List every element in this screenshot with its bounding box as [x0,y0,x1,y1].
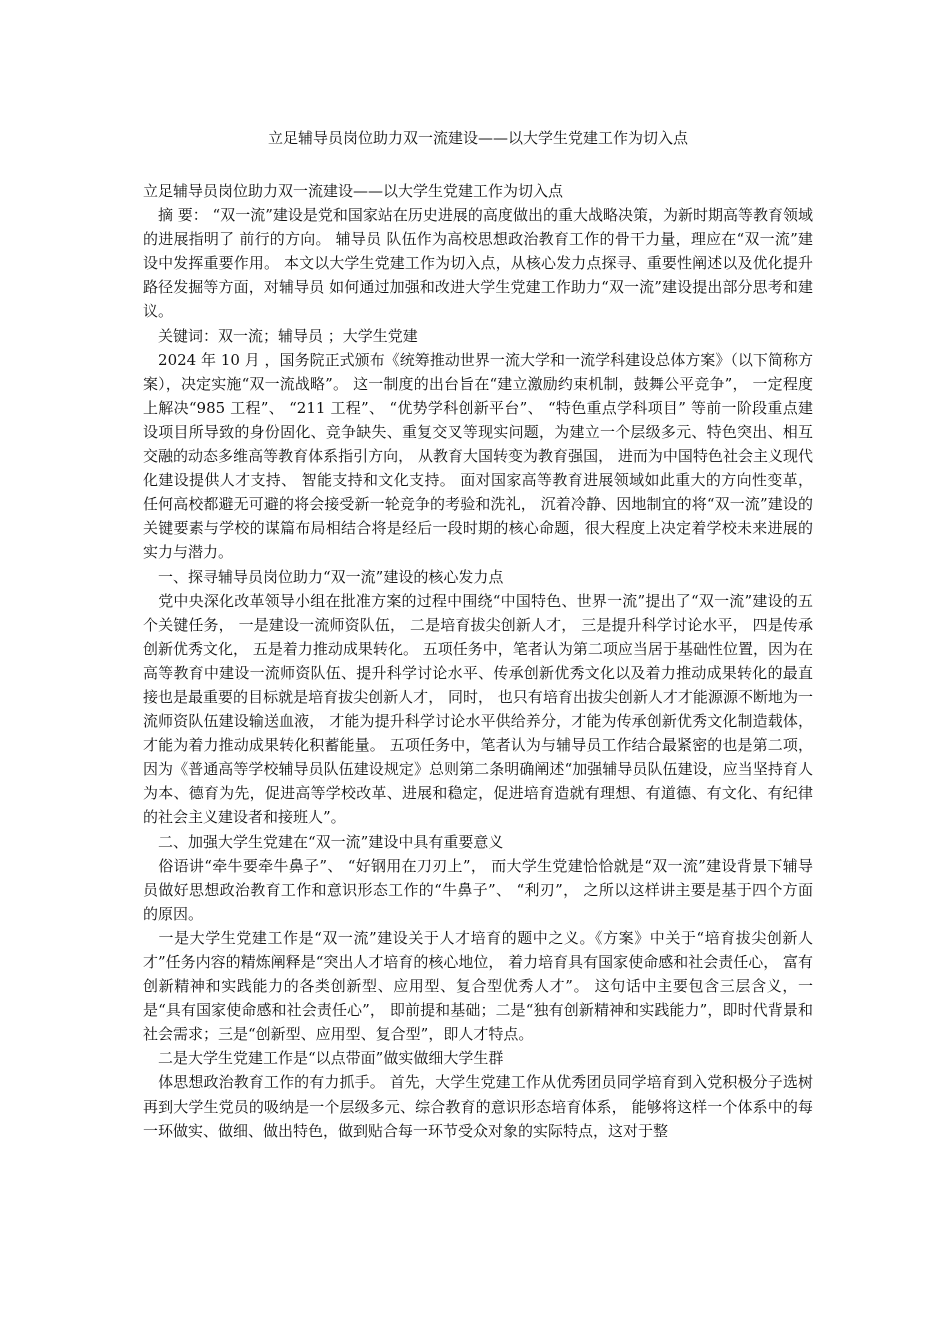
keywords-line: 关键词：双一流；辅导员 ；大学生党建 [143,326,418,345]
body-paragraph: 体思想政治教育工作的有力抓手。 首先，大学生党建工作从优秀团员同学培育到入党积极分子选树再到大学生党员的吸纳是一个层级多元、综合教育的意识形态培育体系， 能够将这样一个体系中的每一环做实、做细、做出特色，做到贴合每一环节受众对象的实际特点，这对于整 [143,1073,813,1140]
section-heading-2: 二、加强大学生党建在“双一流”建设中具有重要意义 [143,832,504,851]
body-paragraph: 一是大学生党建工作是“双一流”建设关于人才培育的题中之义。《方案》中关于“培育拔尖创新人才”任务内容的精炼阐释是“突出人才培育的核心地位， 着力培育具有国家使命感和社会责任心， 富有创新精神和实践能力的各类创新型、应用型、复合型优秀人才”。 这句话中主要包含三层含义，一是“具有国家使命感和社会责任心”， 即前提和基础；二是“独有创新精神和实践能力”，即时代背景和社会需求；三是“创新型、应用型、复合型”，即人才特点。 [143,928,813,1044]
body-paragraph: 俗语讲“牵牛要牵牛鼻子”、 “好钢用在刀刃上”， 而大学生党建恰恰就是“双一流”建设背景下辅导员做好思想政治教育工作和意识形态工作的“牛鼻子”、 “利刃”， 之所以这样讲主要是基于四个方面的原因。 [143,856,813,923]
subtitle-line: 立足辅导员岗位助力双一流建设——以大学生党建工作为切入点 [143,182,564,200]
body-paragraph: 二是大学生党建工作是“以点带面”做实做细大学生群 [143,1049,504,1068]
body-paragraph: 2024 年 10 月 ，国务院正式颁布《统筹推动世界一流大学和一流学科建设总体方案》（以下简称方案），决定实施“双一流战略”。 这一制度的出台旨在“建立激励约束机制，鼓舞公平竞争”， 一定程度上解决“985 工程”、 “211 工程”、 “优势学科创新平台”、 “特色重点学科项目” 等前一阶段重点建设项目所导致的身份固化、竞争缺失、重复交叉等现实问题，为建立一个层级多元、特色突出、相互交融的动态多维高等教育体系指引方向， 从教育大国转变为教育强国， 进而为中国特色社会主义现代化建设提供人才支持、 智能支持和文化支持。 面对国家高等教育进展领域如此重大的方向性变革， 任何高校都避无可避的将会接受新一轮竞争的考验和洗礼， 沉着冷静、因地制宜的将“双一流”建设的关键要素与学校的谋篇布局相结合将是经后一段时期的核心命题，很大程度上决定着学校未来进展的实力与潜力。 [143,350,813,562]
document-title: 立足辅导员岗位助力双一流建设——以大学生党建工作为切入点 [267,129,688,147]
document-page [143,126,813,1143]
body-paragraph: 党中央深化改革领导小组在批准方案的过程中围绕“中国特色、世界一流”提出了“双一流”建设的五个关键任务， 一是建设一流师资队伍， 二是培育拔尖创新人才， 三是提升科学讨论水平， 四是传承创新优秀文化， 五是着力推动成果转化。 五项任务中，笔者认为第二项应当居于基础性位置，因为在高等教育中建设一流师资队伍、提升科学讨论水平、传承创新优秀文化以及着力推动成果转化的最直接也是最重要的目标就是培育拔尖创新人才， 同时， 也只有培育出拔尖创新人才才能源源不断地为一流师资队伍建设输送血液， 才能为提升科学讨论水平供给养分，才能为传承创新优秀文化制造载体，才能为着力推动成果转化积蓄能量。 五项任务中，笔者认为与辅导员工作结合最紧密的也是第二项， 因为《普通高等学校辅导员队伍建设规定》总则第二条明确阐述“加强辅导员队伍建设，应当坚持育人为本、德育为先，促进高等学校改革、进展和稳定，促进培育造就有理想、有道德、有文化、有纪律的社会主义建设者和接班人”。 [143,591,813,827]
abstract-paragraph: 摘 要： “双一流”建设是党和国家站在历史进展的高度做出的重大战略决策，为新时期高等教育领域的进展指明了 前行的方向。 辅导员 队伍作为高校思想政治教育工作的骨干力量，理应在“双一流”建设中发挥重要作用。 本文以大学生党建工作为切入点，从核心发力点探寻、重要性阐述以及优化提升路径发掘等方面，对辅导员 如何通过加强和改进大学生党建工作助力“双一流”建设提出部分思考和建议。 [143,206,813,321]
section-heading-1: 一、探寻辅导员岗位助力“双一流”建设的核心发力点 [143,567,504,586]
